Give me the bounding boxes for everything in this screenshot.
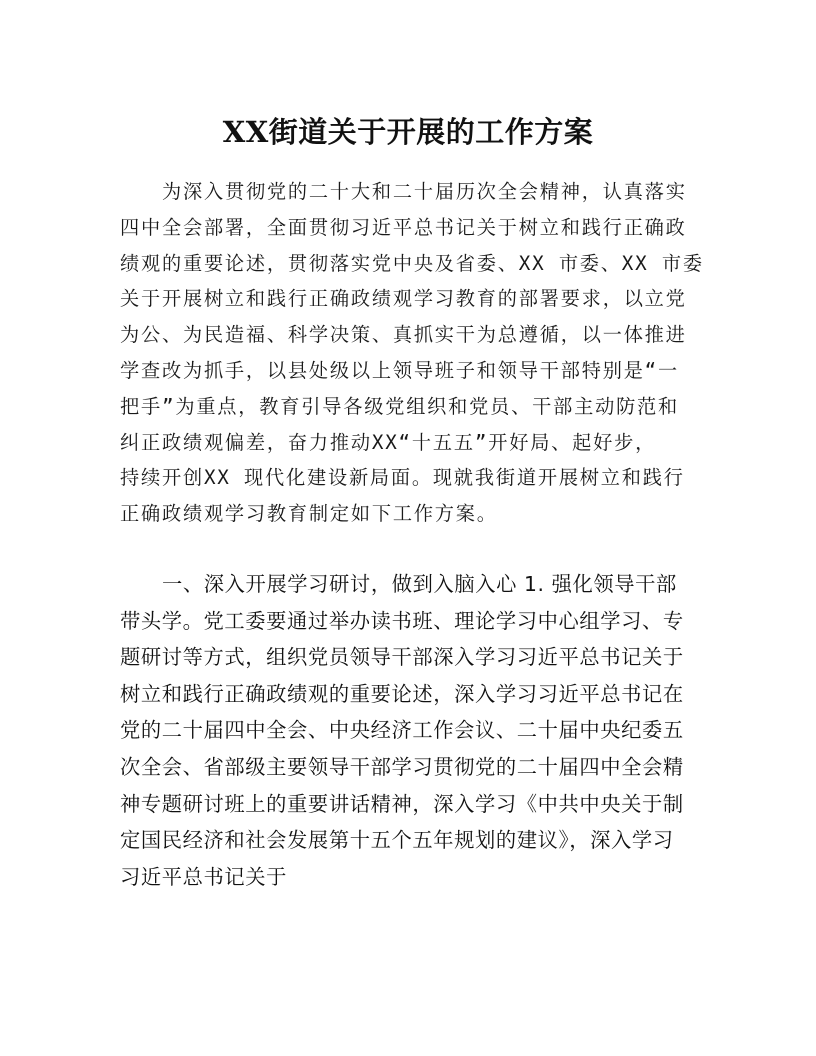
intro-line: 把手”为重点，教育引导各级党组织和党员、干部主动防范和 [120,394,680,418]
section-line: 题研讨等方式，组织党员领导干部深入学习习近平总书记关于 [120,645,684,670]
intro-line: 为公、为民造福、科学决策、真抓实干为总遵循，以一体推进 [120,323,687,347]
intro-line: 绩观的重要论述，贯彻落实党中央及省委、XX 市委、XX 市委 [120,251,704,275]
section-one-paragraph [120,566,698,895]
intro-line: 学查改为抓手，以县处级以上领导班子和领导干部特别是“一 [120,358,680,382]
intro-line: 持续开创XX 现代化建设新局面。现就我街道开展树立和践行 [120,466,685,490]
section-line: 习近平总书记关于 [120,864,288,889]
intro-line: 四中全会部署，全面贯彻习近平总书记关于树立和践行正确政 [120,215,687,239]
intro-paragraph [120,174,704,532]
section-line: 树立和践行正确政绩观的重要论述，深入学习习近平总书记在 [120,681,684,706]
section-line: 党的二十届四中全会、中央经济工作会议、二十届中央纪委五 [120,718,684,743]
intro-line: 为深入贯彻党的二十大和二十届历次全会精神，认真落实 [162,180,687,203]
intro-line: 纠正政绩观偏差，奋力推动XX“十五五”开好局、起好步， [120,430,657,454]
document-title: XX街道关于开展的工作方案 [222,115,594,149]
section-line: 次全会、省部级主要领导干部学习贯彻党的二十届四中全会精 [120,754,684,779]
intro-line: 正确政绩观学习教育制定如下工作方案。 [120,502,498,526]
section-heading-line: 一、深入开展学习研讨，做到入脑入心 1. 强化领导干部 [162,572,677,596]
section-line: 带头学。党工委要通过举办读书班、理论学习中心组学习、专 [120,608,684,633]
section-line: 神专题研讨班上的重要讲话精神，深入学习《中共中央关于制 [120,791,684,816]
section-line: 定国民经济和社会发展第十五个五年规划的建议》，深入学习 [120,828,674,853]
intro-line: 关于开展树立和践行正确政绩观学习教育的部署要求，以立党 [120,287,687,311]
